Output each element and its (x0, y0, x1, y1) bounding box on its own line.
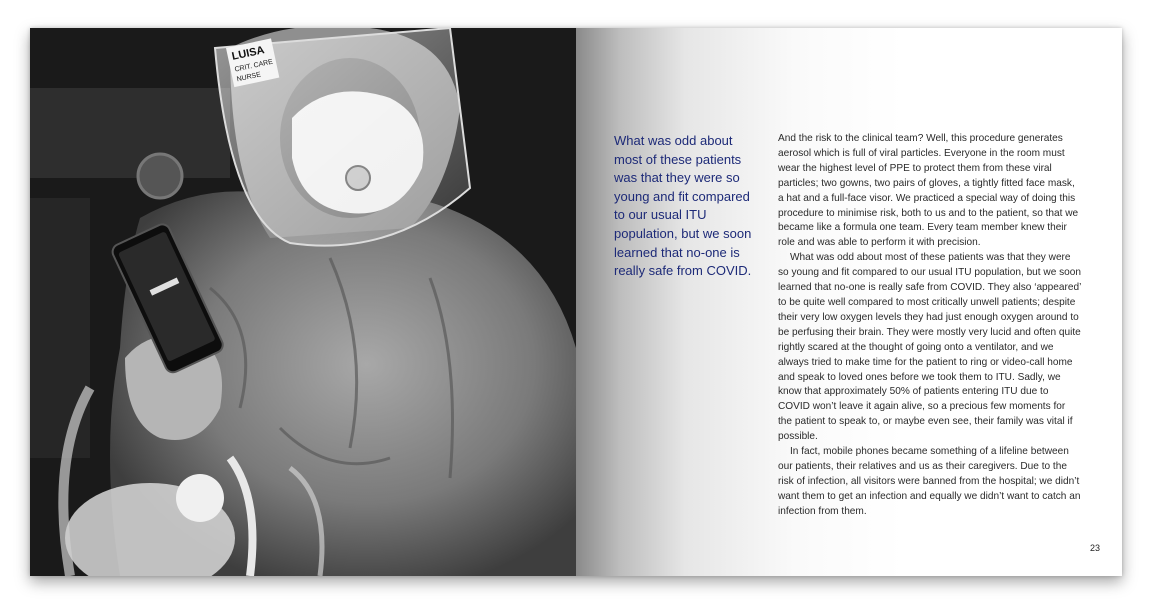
book-spread (30, 28, 1122, 576)
text-page (576, 28, 1122, 576)
nurse-illustration (30, 28, 576, 576)
paragraph-3: In fact, mobile phones became something of a lifeline between our patients, their relatives and us as their caregivers. Due to the risk of infection, all visitors were banned from the hospital; we didn’t want them to get an infection and equally we didn’t want to catch an infection from them. (778, 446, 1081, 517)
paragraph-2: What was odd about most of these patients was that they were so young and fit compared to our usual ITU population, but we soon learned that no-one is really safe from COVID. They also ‘appeared’ to be quite well compared to most critically unwell patients; despite their very low oxygen levels they had just enough oxygen around to be perfusing their brain. They were mostly very lucid and often quite rightly scared at the thought of going onto a ventilator, and we always tried to make time for the patient to ring or video-call home and speak to loved ones before we took them to ITU. Sadly, we know that approximately 50% of patients entering ITU due to COVID won’t leave it again alive, so a precious few moments for the patient to speak to, or maybe even see, their family was vital if possible. (778, 252, 1081, 443)
pull-quote: What was odd about most of these patients was that they were so young and fit compared to our usual ITU population, but we soon learned that no-one is really safe from COVID. (614, 133, 752, 279)
visor-label-line-3: NURSE (236, 71, 262, 84)
page-number: 23 (1089, 543, 1100, 553)
paragraph-1: And the risk to the clinical team? Well, this procedure generates aerosol which is full of viral particles. Everyone in the room must wear the highest level of PPE to protect them from these viral particles; two gowns, two pairs of gloves, a tightly fitted face mask, a hat and a full-face visor. We practiced a special way of doing this procedure to minimise risk, both to us and to the patient, so that we became like a formula one team. Every team member knew their role and was able to perform it with precision. (778, 133, 1079, 249)
visor-label-line-2: CRIT. CARE (234, 58, 274, 74)
body-text (778, 132, 1082, 520)
nurse-photo (30, 28, 576, 576)
visor-label-line-1: LUISA (230, 44, 266, 63)
